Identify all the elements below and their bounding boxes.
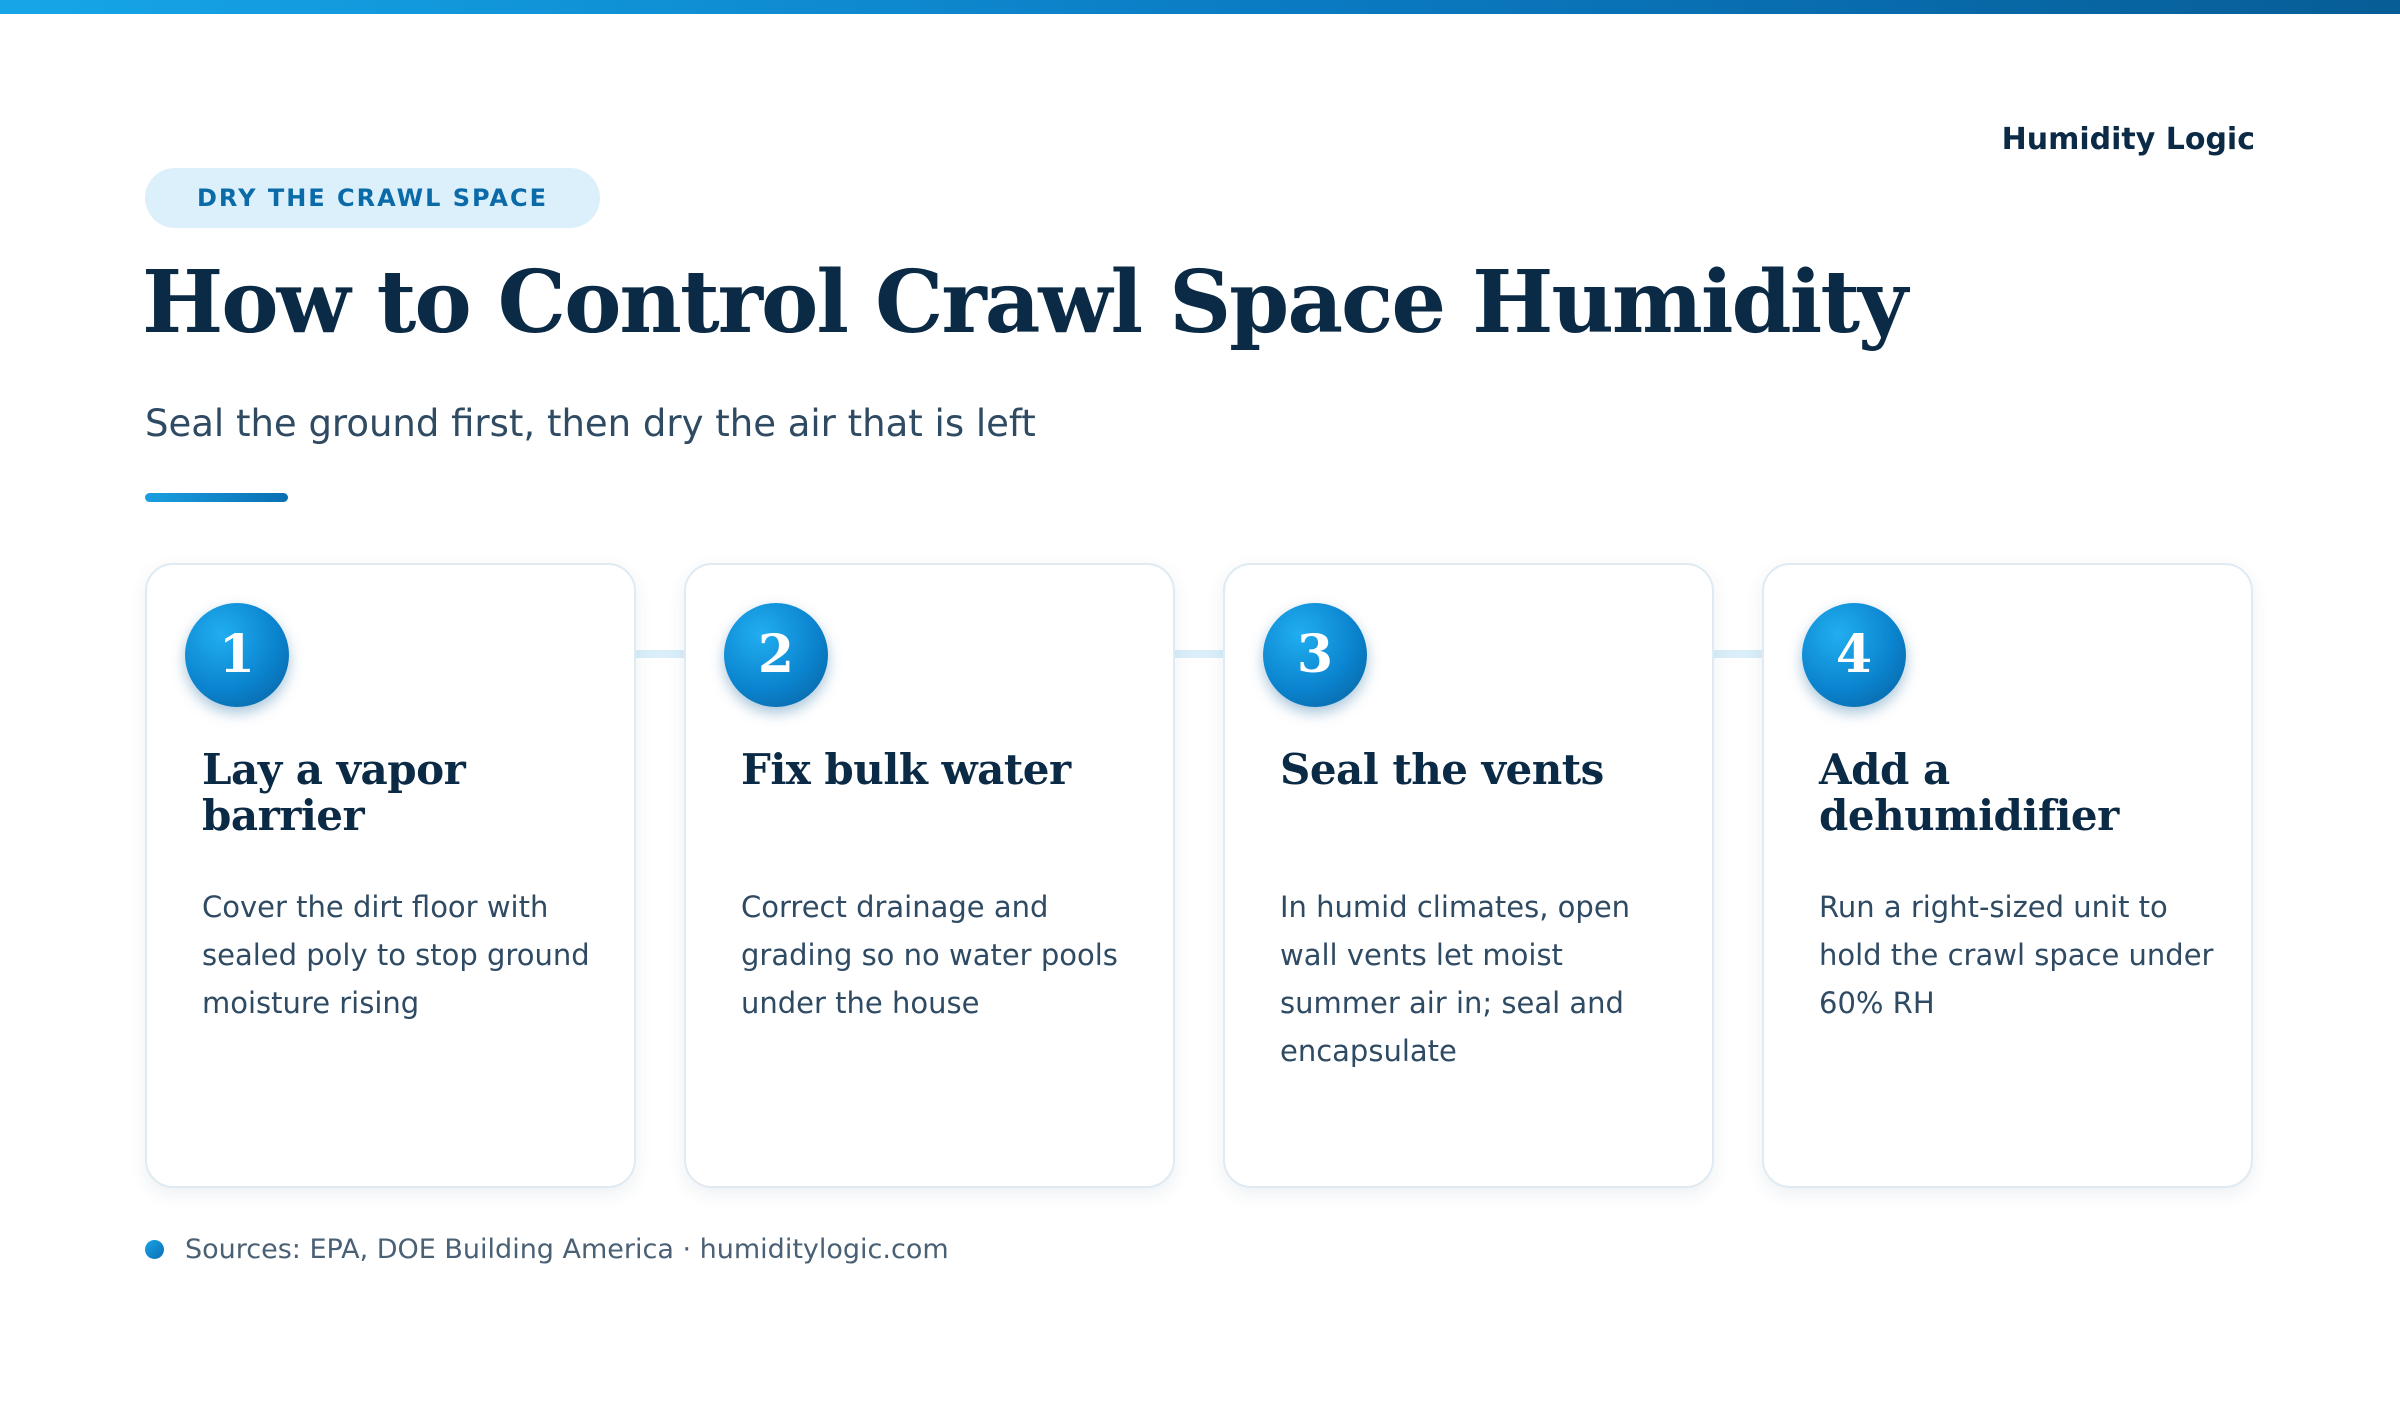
step-connector-3-4 [1714,650,1762,658]
step-connector-2-3 [1175,650,1223,658]
step-title: Fix bulk water [741,745,1071,794]
section-tag: DRY THE CRAWL SPACE [145,168,600,228]
step-card-2 [684,563,1175,1188]
step-card-1 [145,563,636,1188]
step-card-4 [1762,563,2253,1188]
step-number-badge: 2 [724,603,828,707]
step-number-badge: 3 [1263,603,1367,707]
step-title: Add a dehumidifier [1819,745,2119,840]
step-title: Lay a vapor barrier [202,745,466,840]
step-number-badge: 4 [1802,603,1906,707]
brand-name: Humidity Logic [2001,122,2255,157]
top-accent-bar [0,0,2400,14]
step-description: Run a right-sized unit to hold the crawl space under 60% RH [1819,890,2214,1020]
step-description: In humid climates, open wall vents let moist summer air in; seal and encapsulate [1280,890,1631,1068]
sources-text: Sources: EPA, DOE Building America · humiditylogic.com [185,1234,949,1265]
page-subtitle: Seal the ground first, then dry the air that is left [145,402,1036,445]
step-description: Cover the dirt floor with sealed poly to stop ground moisture rising [202,890,590,1020]
page-title: How to Control Crawl Space Humidity [142,252,1907,353]
step-number-badge: 1 [185,603,289,707]
step-connector-1-2 [636,650,684,658]
step-description: Correct drainage and grading so no water pools under the house [741,890,1118,1020]
sources-footer [145,1234,949,1265]
step-card-3 [1223,563,1714,1188]
title-underline [145,493,288,502]
step-title: Seal the vents [1280,745,1604,794]
bullet-dot-icon [145,1240,164,1259]
